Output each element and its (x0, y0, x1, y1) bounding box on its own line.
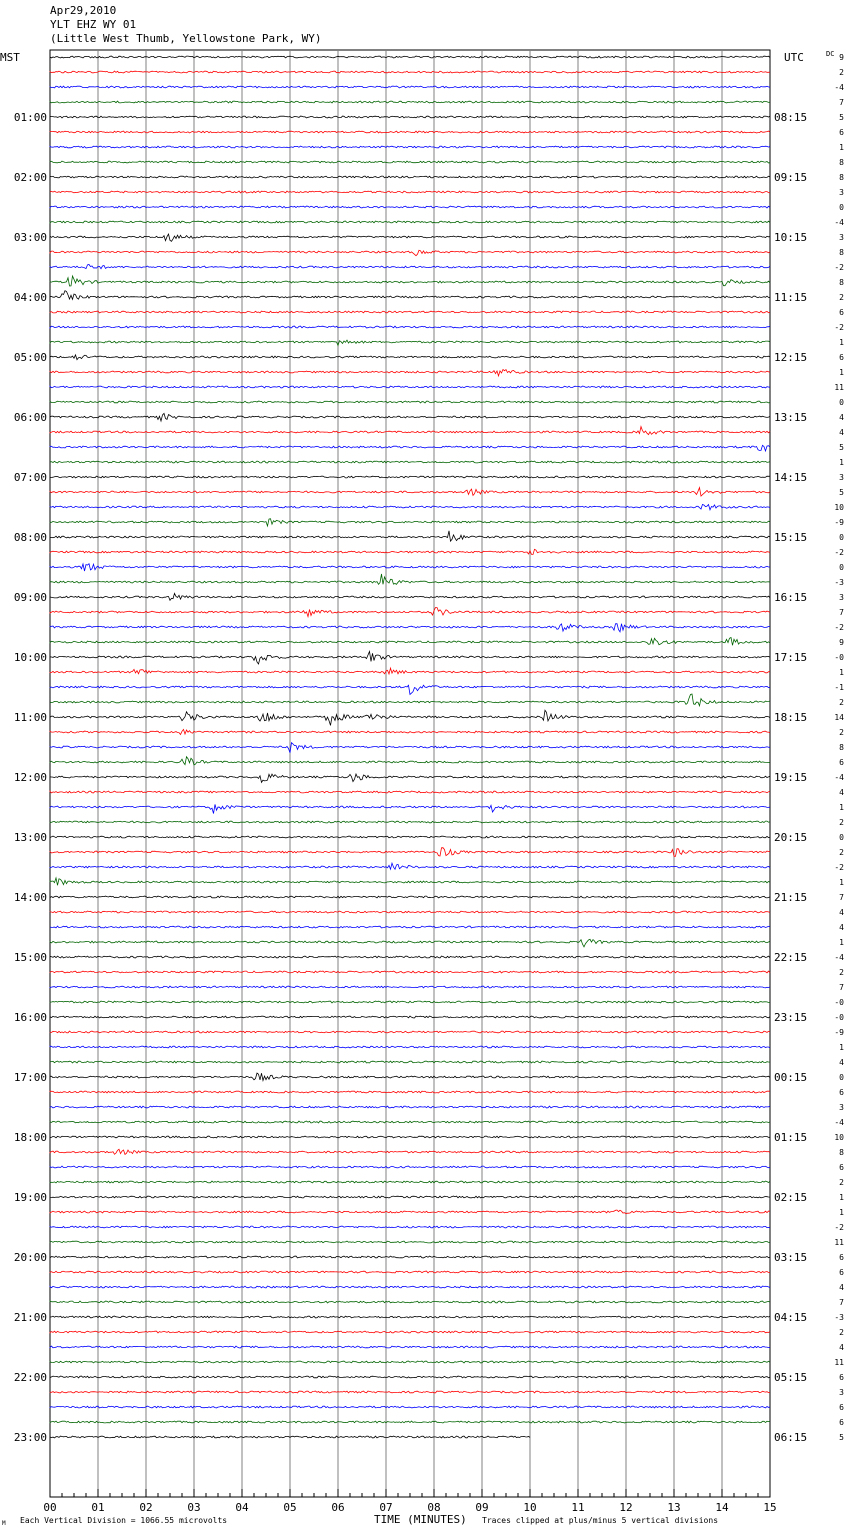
dc-offset-label: 8 (839, 1148, 844, 1157)
trace-line (50, 729, 770, 734)
trace-line (50, 685, 770, 694)
dc-offset-label: 6 (839, 1088, 844, 1097)
x-tick-label: 08 (427, 1501, 441, 1514)
utc-hour-label: 19:15 (774, 771, 808, 784)
dc-offset-label: 1 (839, 1193, 844, 1202)
dc-offset-label: 8 (839, 248, 844, 257)
dc-offset-label: -0 (834, 653, 844, 662)
mst-hour-label: 14:00 (13, 891, 47, 904)
trace-line (50, 71, 770, 73)
trace-line (50, 370, 770, 376)
dc-offset-label: 1 (839, 1208, 844, 1217)
dc-offset-label: 1 (839, 338, 844, 347)
trace-line (50, 757, 770, 765)
trace-line (50, 191, 770, 193)
dc-offset-label: 4 (839, 428, 844, 437)
trace-line (50, 593, 770, 600)
dc-offset-label: -4 (834, 773, 844, 782)
trace-line (50, 1346, 770, 1348)
dc-offset-label: 2 (839, 68, 844, 77)
dc-offset-label: 6 (839, 1403, 844, 1412)
trace-line (50, 504, 770, 509)
x-tick-label: 00 (43, 1501, 57, 1514)
dc-offset-label: 7 (839, 1298, 844, 1307)
mst-hour-label: 18:00 (13, 1131, 47, 1144)
trace-line (50, 461, 770, 463)
trace-line (50, 131, 770, 133)
mst-hour-label: 20:00 (13, 1251, 47, 1264)
trace-line (50, 710, 770, 725)
mst-label: MST (0, 51, 20, 64)
mst-hour-label: 01:00 (13, 111, 47, 124)
trace-line (50, 1106, 770, 1108)
x-tick-label: 04 (235, 1501, 249, 1514)
utc-hour-label: 18:15 (774, 711, 808, 724)
trace-line (50, 1271, 770, 1273)
dc-offset-label: 8 (839, 743, 844, 752)
dc-offset-label: 4 (839, 908, 844, 917)
trace-line (50, 476, 770, 478)
dc-offset-label: 3 (839, 233, 844, 242)
dc-offset-label: 4 (839, 788, 844, 797)
utc-hour-label: 08:15 (774, 111, 808, 124)
utc-hour-label: 01:15 (774, 1131, 808, 1144)
trace-line (50, 291, 770, 300)
mst-hour-label: 17:00 (13, 1071, 47, 1084)
dc-offset-label: 4 (839, 1343, 844, 1352)
trace-line (50, 146, 770, 148)
dc-label: DC (826, 50, 835, 58)
dc-offset-label: 11 (834, 383, 844, 392)
trace-line (50, 1001, 770, 1003)
x-tick-label: 13 (667, 1501, 681, 1514)
trace-line (50, 1073, 770, 1080)
dc-offset-label: 7 (839, 98, 844, 107)
trace-line (50, 531, 770, 541)
scale-note: Each Vertical Division = 1066.55 microvolts (20, 1516, 228, 1525)
trace-line (50, 86, 770, 88)
dc-offset-label: 8 (839, 173, 844, 182)
mst-hour-label: 05:00 (13, 351, 47, 364)
dc-offset-label: 2 (839, 698, 844, 707)
header-location: (Little West Thumb, Yellowstone Park, WY) (50, 32, 322, 45)
trace-line (50, 1256, 770, 1258)
trace-line (50, 355, 770, 360)
trace-line (50, 101, 770, 103)
utc-hour-label: 05:15 (774, 1371, 808, 1384)
trace-line (50, 488, 770, 497)
x-tick-label: 09 (475, 1501, 489, 1514)
utc-label: UTC (784, 51, 804, 64)
dc-offset-label: 4 (839, 923, 844, 932)
trace-line (50, 1046, 770, 1048)
dc-offset-label: -3 (834, 1313, 844, 1322)
utc-hour-label: 11:15 (774, 291, 808, 304)
header-date: Apr29,2010 (50, 4, 117, 17)
dc-offset-label: 9 (839, 638, 844, 647)
mst-hour-label: 07:00 (13, 471, 47, 484)
dc-offset-label: 6 (839, 1418, 844, 1427)
trace-line (50, 791, 770, 793)
dc-offset-label: -2 (834, 623, 844, 632)
dc-offset-label: -0 (834, 998, 844, 1007)
dc-offset-label: 7 (839, 608, 844, 617)
dc-offset-label: 3 (839, 1103, 844, 1112)
dc-offset-label: 9 (839, 53, 844, 62)
dc-offset-label: 2 (839, 1178, 844, 1187)
x-tick-label: 06 (331, 1501, 345, 1514)
clip-note: Traces clipped at plus/minus 5 vertical divisions (482, 1516, 719, 1525)
dc-offset-label: 2 (839, 293, 844, 302)
utc-hour-label: 20:15 (774, 831, 808, 844)
trace-line (50, 624, 770, 632)
trace-line (50, 1061, 770, 1063)
x-tick-label: 07 (379, 1501, 393, 1514)
utc-hour-label: 09:15 (774, 171, 808, 184)
dc-offset-label: -4 (834, 1118, 844, 1127)
trace-line (50, 896, 770, 898)
trace-line (50, 668, 770, 674)
trace-line (50, 564, 770, 571)
mst-hour-label: 03:00 (13, 231, 47, 244)
mst-hour-label: 23:00 (13, 1431, 47, 1444)
trace-line (50, 939, 770, 947)
dc-offset-label: 1 (839, 143, 844, 152)
trace-line (50, 161, 770, 163)
mst-hour-label: 12:00 (13, 771, 47, 784)
x-tick-label: 11 (571, 1501, 585, 1514)
dc-offset-label: 6 (839, 353, 844, 362)
trace-line (50, 986, 770, 988)
trace-line (50, 1286, 770, 1288)
dc-offset-label: 7 (839, 893, 844, 902)
dc-offset-label: -2 (834, 323, 844, 332)
dc-offset-label: 2 (839, 818, 844, 827)
trace-line (50, 1421, 770, 1423)
dc-offset-label: 8 (839, 278, 844, 287)
trace-line (50, 1406, 770, 1408)
utc-hour-label: 06:15 (774, 1431, 808, 1444)
dc-offset-label: 0 (839, 533, 844, 542)
mst-hour-label: 19:00 (13, 1191, 47, 1204)
trace-line (50, 265, 770, 269)
dc-offset-label: -2 (834, 263, 844, 272)
dc-offset-label: 3 (839, 593, 844, 602)
trace-line (50, 340, 770, 345)
trace-line (50, 971, 770, 973)
dc-offset-label: 6 (839, 1253, 844, 1262)
trace-line (50, 926, 770, 928)
x-tick-label: 02 (139, 1501, 153, 1514)
trace-line (50, 821, 770, 823)
dc-offset-label: 6 (839, 128, 844, 137)
trace-line (50, 1136, 770, 1138)
trace-line (50, 1301, 770, 1303)
trace-line (50, 1241, 770, 1243)
x-tick-label: 12 (619, 1501, 633, 1514)
trace-line (50, 1391, 770, 1393)
trace-line (50, 445, 770, 451)
trace-line (50, 1166, 770, 1168)
trace-line (50, 1031, 770, 1033)
trace-line (50, 638, 770, 646)
utc-hour-label: 12:15 (774, 351, 808, 364)
dc-offset-label: 1 (839, 368, 844, 377)
x-tick-label: 05 (283, 1501, 297, 1514)
dc-offset-label: -9 (834, 1028, 844, 1037)
dc-offset-label: 2 (839, 728, 844, 737)
utc-hour-label: 16:15 (774, 591, 808, 604)
trace-line (50, 221, 770, 223)
mst-hour-label: 22:00 (13, 1371, 47, 1384)
x-axis-label: TIME (MINUTES) (374, 1513, 467, 1526)
utc-hour-label: 14:15 (774, 471, 808, 484)
trace-line (50, 427, 770, 435)
trace-line (50, 652, 770, 665)
dc-offset-label: 0 (839, 203, 844, 212)
dc-offset-label: -4 (834, 218, 844, 227)
dc-offset-label: 7 (839, 983, 844, 992)
dc-offset-label: 1 (839, 803, 844, 812)
mst-hour-label: 11:00 (13, 711, 47, 724)
dc-offset-label: -2 (834, 863, 844, 872)
mst-hour-label: 10:00 (13, 651, 47, 664)
utc-hour-label: 21:15 (774, 891, 808, 904)
utc-hour-label: 04:15 (774, 1311, 808, 1324)
mst-hour-label: 15:00 (13, 951, 47, 964)
dc-offset-label: 2 (839, 848, 844, 857)
trace-line (50, 401, 770, 403)
trace-line (50, 1121, 770, 1123)
trace-line (50, 1181, 770, 1183)
dc-offset-label: -4 (834, 953, 844, 962)
mst-hour-label: 21:00 (13, 1311, 47, 1324)
dc-offset-label: 11 (834, 1358, 844, 1367)
mst-hour-label: 08:00 (13, 531, 47, 544)
dc-offset-label: 3 (839, 473, 844, 482)
trace-line (50, 878, 770, 885)
trace-line (50, 1331, 770, 1333)
dc-offset-label: 14 (834, 713, 844, 722)
trace-line (50, 206, 770, 208)
dc-offset-label: 4 (839, 1058, 844, 1067)
trace-line (50, 956, 770, 958)
trace-line (50, 1316, 770, 1318)
trace-line (50, 608, 770, 617)
dc-offset-label: -2 (834, 1223, 844, 1232)
trace-line (50, 176, 770, 178)
trace-line (50, 1196, 770, 1198)
trace-line (50, 804, 770, 813)
dc-offset-label: 2 (839, 968, 844, 977)
dc-offset-label: 5 (839, 488, 844, 497)
trace-line (50, 694, 770, 706)
trace-line (50, 250, 770, 255)
dc-offset-label: 0 (839, 398, 844, 407)
mst-hour-label: 09:00 (13, 591, 47, 604)
utc-hour-label: 23:15 (774, 1011, 808, 1024)
dc-offset-label: -3 (834, 578, 844, 587)
trace-line (50, 56, 770, 58)
mst-hour-label: 13:00 (13, 831, 47, 844)
utc-hour-label: 13:15 (774, 411, 808, 424)
trace-line (50, 863, 770, 869)
dc-offset-label: 5 (839, 113, 844, 122)
trace-line (50, 574, 770, 584)
trace-line (50, 519, 770, 526)
dc-offset-label: 8 (839, 158, 844, 167)
dc-offset-label: -4 (834, 83, 844, 92)
dc-offset-label: 0 (839, 563, 844, 572)
trace-line (50, 1016, 770, 1018)
dc-offset-label: 1 (839, 938, 844, 947)
utc-hour-label: 02:15 (774, 1191, 808, 1204)
utc-hour-label: 22:15 (774, 951, 808, 964)
x-tick-label: 15 (763, 1501, 777, 1514)
dc-offset-label: 4 (839, 413, 844, 422)
dc-offset-label: 5 (839, 1433, 844, 1442)
trace-line (50, 743, 770, 753)
dc-offset-label: 1 (839, 458, 844, 467)
mst-hour-label: 06:00 (13, 411, 47, 424)
corner-mark: M (2, 1520, 6, 1527)
trace-line (50, 326, 770, 328)
trace-line (50, 413, 770, 421)
dc-offset-label: 1 (839, 878, 844, 887)
trace-line (50, 311, 770, 313)
utc-hour-label: 15:15 (774, 531, 808, 544)
dc-offset-label: 3 (839, 188, 844, 197)
dc-offset-label: 0 (839, 1073, 844, 1082)
trace-line (50, 116, 770, 118)
dc-offset-label: -1 (834, 683, 844, 692)
dc-offset-label: 10 (834, 503, 844, 512)
trace-line (50, 836, 770, 838)
trace-line (50, 774, 770, 782)
dc-offset-label: 10 (834, 1133, 844, 1142)
trace-line (50, 1210, 770, 1214)
trace-line (50, 549, 770, 554)
dc-offset-label: 0 (839, 833, 844, 842)
trace-line (50, 234, 770, 241)
x-tick-label: 01 (91, 1501, 105, 1514)
dc-offset-label: -2 (834, 548, 844, 557)
mst-hour-label: 16:00 (13, 1011, 47, 1024)
dc-offset-label: 5 (839, 443, 844, 452)
trace-line (50, 848, 770, 857)
dc-offset-label: 4 (839, 1283, 844, 1292)
dc-offset-label: -9 (834, 518, 844, 527)
dc-offset-label: 2 (839, 1328, 844, 1337)
trace-line (50, 1149, 770, 1154)
trace-line (50, 386, 770, 388)
mst-hour-label: 02:00 (13, 171, 47, 184)
utc-hour-label: 10:15 (774, 231, 808, 244)
trace-line (50, 1091, 770, 1093)
dc-offset-label: 6 (839, 1163, 844, 1172)
dc-offset-label: 6 (839, 1373, 844, 1382)
dc-offset-label: 11 (834, 1238, 844, 1247)
dc-offset-label: 6 (839, 1268, 844, 1277)
dc-offset-label: -0 (834, 1013, 844, 1022)
x-tick-label: 14 (715, 1501, 729, 1514)
utc-hour-label: 17:15 (774, 651, 808, 664)
trace-line (50, 276, 770, 286)
dc-offset-label: 1 (839, 1043, 844, 1052)
utc-hour-label: 03:15 (774, 1251, 808, 1264)
header-station: YLT EHZ WY 01 (50, 18, 137, 31)
trace-line (50, 1226, 770, 1228)
dc-offset-label: 6 (839, 758, 844, 767)
utc-hour-label: 00:15 (774, 1071, 808, 1084)
dc-offset-label: 3 (839, 1388, 844, 1397)
trace-line (50, 1376, 770, 1378)
x-tick-label: 10 (523, 1501, 537, 1514)
dc-offset-label: 1 (839, 668, 844, 677)
trace-line (50, 1361, 770, 1363)
x-tick-label: 03 (187, 1501, 201, 1514)
dc-offset-label: 6 (839, 308, 844, 317)
trace-line (50, 911, 770, 913)
mst-hour-label: 04:00 (13, 291, 47, 304)
